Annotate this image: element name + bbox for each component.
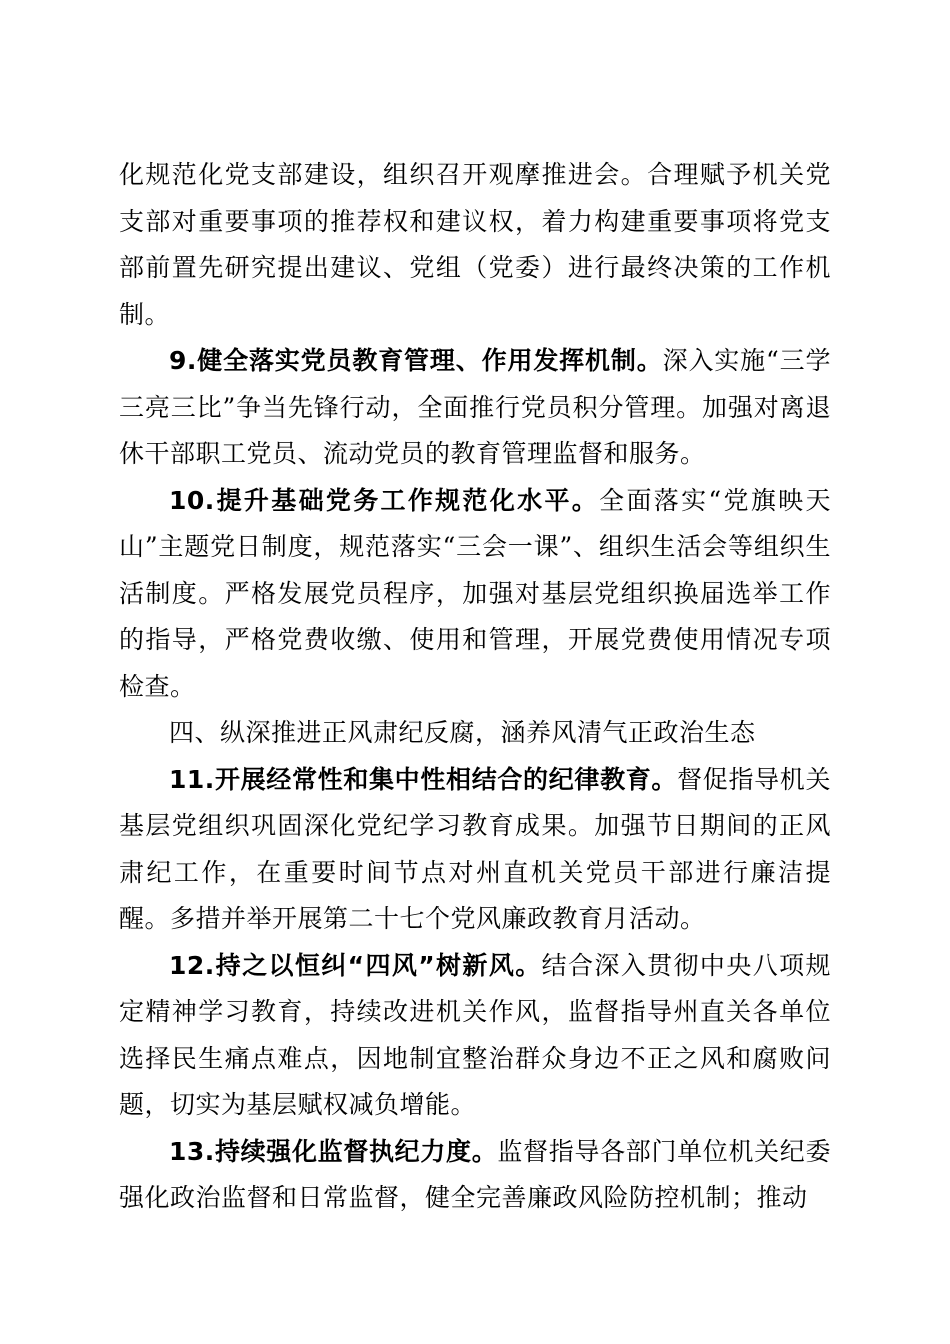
item-10-body: 全面落实“党旗映天山”主题党日制度，规范落实“三会一课”、组织生活会等组织生活制度。严格发展党员程序，加强对基层党组织换届选举工作的指导，严格党费收缴、使用和管理，开展党费使用情况专项检查。 <box>119 485 831 701</box>
item-10-lead: 10.提升基础党务工作规范化水平。 <box>169 485 600 515</box>
item-10-paragraph <box>119 478 831 711</box>
document-page <box>119 152 831 1222</box>
item-12-lead: 12.持之以恒纠“四风”树新风。 <box>169 950 542 980</box>
continued-paragraph: 化规范化党支部建设，组织召开观摩推进会。合理赋予机关党支部对重要事项的推荐权和建议权，着力构建重要事项将党支部前置先研究提出建议、党组（党委）进行最终决策的工作机制。 <box>119 160 831 329</box>
item-9-paragraph <box>119 338 831 478</box>
item-11-body: 督促指导机关基层党组织巩固深化党纪学习教育成果。加强节日期间的正风肃纪工作，在重要时间节点对州直机关党员干部进行廉洁提醒。多措并举开展第二十七个党风廉政教育月活动。 <box>119 764 831 933</box>
item-12-body: 结合深入贯彻中央八项规定精神学习教育，持续改进机关作风，监督指导州直关各单位选择民生痛点难点，因地制宜整治群众身边不正之风和腐败问题，切实为基层赋权减负增能。 <box>119 950 831 1119</box>
item-9-lead: 9.健全落实党员教育管理、作用发挥机制。 <box>169 346 663 375</box>
item-9-body: 深入实施“三学三亮三比”争当先锋行动，全面推行党员积分管理。加强对离退休干部职工党员、流动党员的教育管理监督和服务。 <box>119 346 831 468</box>
item-13-body: 监督指导各部门单位机关纪委强化政治监督和日常监督，健全完善廉政风险防控机制；推动 <box>119 1136 831 1212</box>
item-12-paragraph <box>119 943 831 1129</box>
item-11-lead: 11.开展经常性和集中性相结合的纪律教育。 <box>169 764 678 794</box>
section-heading: 四、纵深推进正风肃纪反腐，涵养风清气正政治生态 <box>169 718 756 747</box>
item-11-paragraph <box>119 757 831 943</box>
item-13-paragraph <box>119 1129 831 1222</box>
item-13-lead: 13.持续强化监督执纪力度。 <box>169 1136 498 1166</box>
